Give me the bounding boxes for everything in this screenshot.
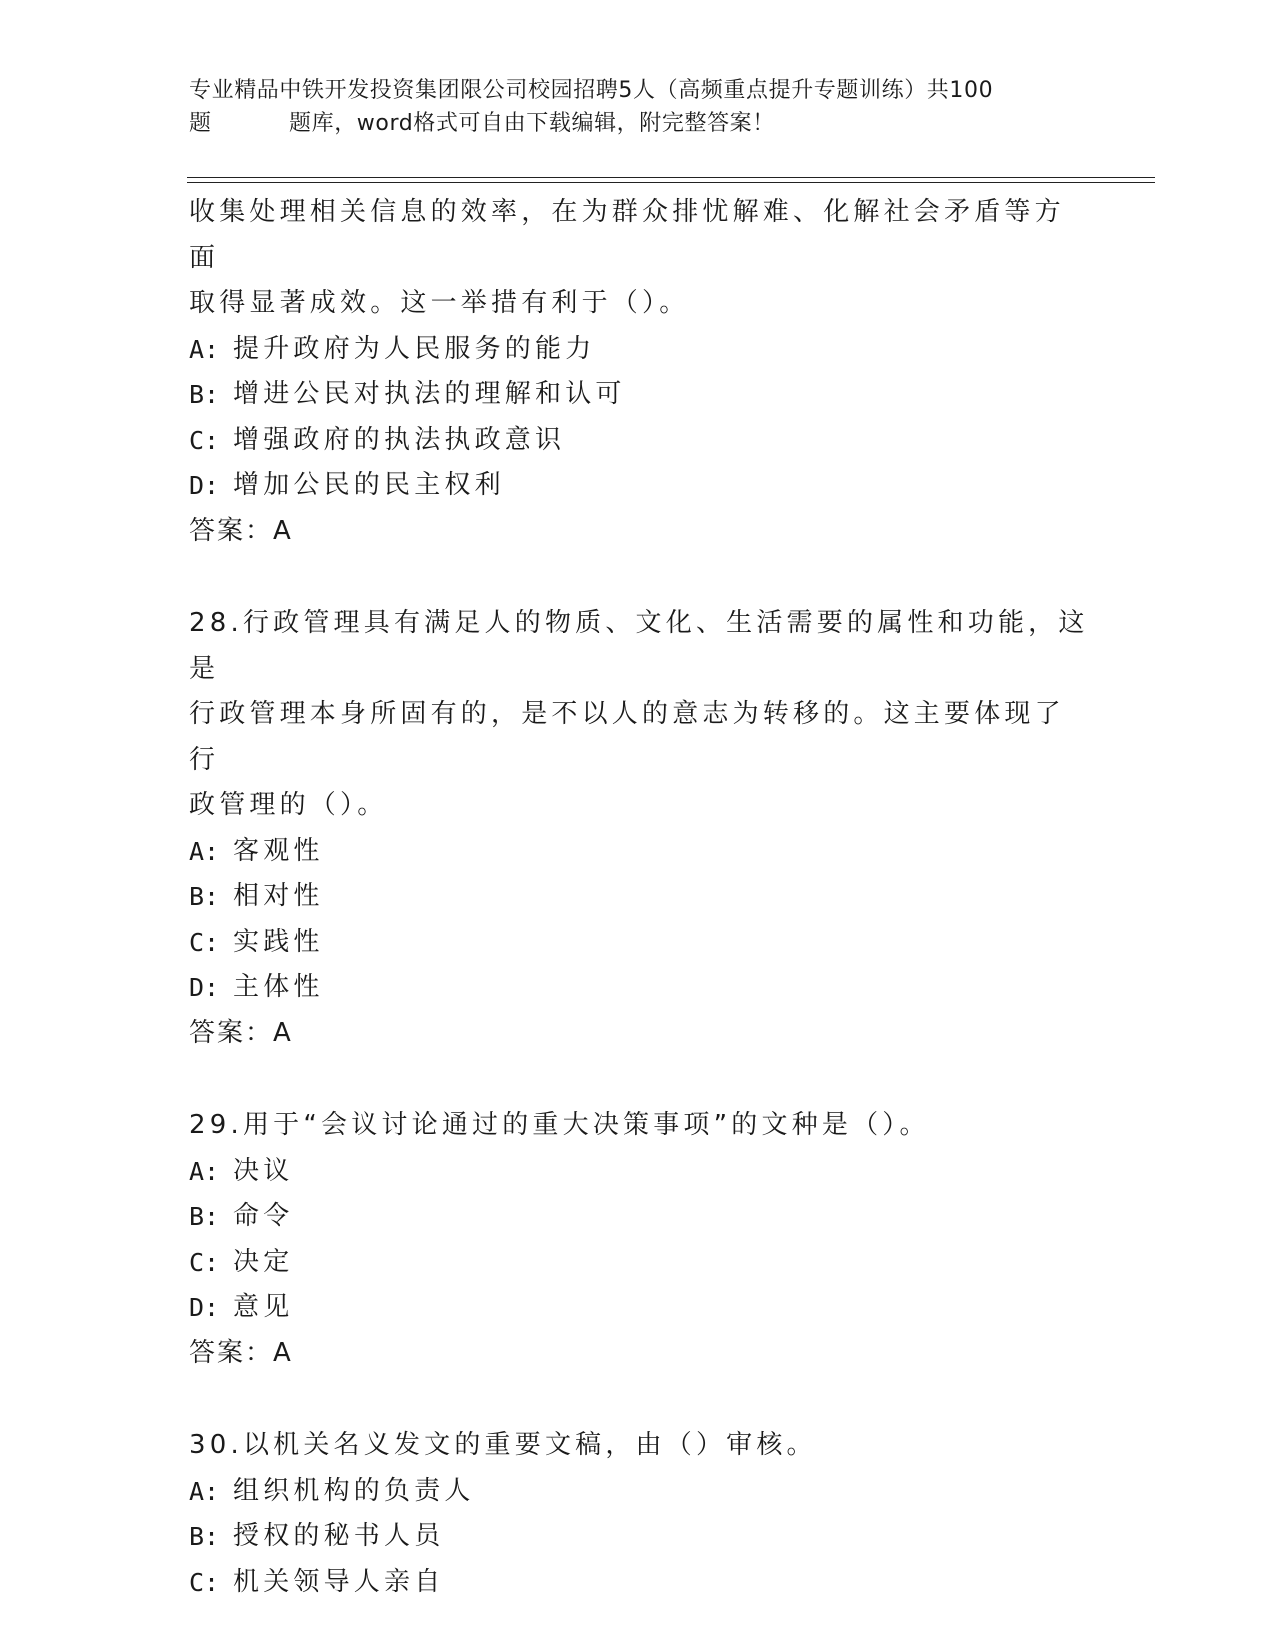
option-text: 意见 (233, 1292, 294, 1322)
question-text-line: 收集处理相关信息的效率，在为群众排忧解难、化解社会矛盾等方面 (189, 197, 1065, 273)
option-text: 相对性 (233, 881, 324, 911)
option-text: 主体性 (233, 972, 324, 1002)
option-b (189, 1514, 1089, 1560)
option-letter: A: (189, 1156, 220, 1186)
option-letter: B: (189, 380, 220, 409)
question-text-line: 28.行政管理具有满足人的物质、文化、生活需要的属性和功能，这是 (189, 608, 1089, 684)
option-letter: A: (189, 1476, 220, 1506)
question-text-line: 政管理的（）。 (189, 790, 388, 820)
option-letter: B: (189, 882, 220, 911)
option-a (189, 829, 1089, 875)
question-continuation (189, 190, 1089, 554)
option-text: 决定 (233, 1246, 294, 1277)
question-spacer (189, 1376, 1089, 1423)
option-text: 组织机构的负责人 (233, 1475, 475, 1506)
question-30 (189, 1423, 1089, 1605)
question-text-line: 30.以机关名义发文的重要文稿，由（）审核。 (189, 1430, 817, 1460)
question-text-line: 取得显著成效。这一举措有利于（）。 (189, 288, 690, 318)
page-header (189, 74, 1089, 140)
question-spacer (189, 554, 1089, 601)
question-29 (189, 1103, 1089, 1376)
answer-line: 答案：A (189, 515, 293, 546)
option-letter: C: (189, 1247, 220, 1277)
option-d (189, 463, 1089, 509)
option-b (189, 874, 1089, 920)
option-c (189, 1560, 1089, 1606)
option-c (189, 1240, 1089, 1286)
option-text: 客观性 (233, 835, 324, 866)
option-text: 机关领导人亲自 (233, 1566, 445, 1597)
option-letter: D: (189, 471, 220, 500)
option-text: 增强政府的执法执政意识 (233, 424, 566, 455)
option-text: 提升政府为人民服务的能力 (233, 333, 596, 364)
question-spacer (189, 1056, 1089, 1103)
header-line-2-text: 题库，word格式可自由下载编辑，附完整答案！ (289, 111, 775, 136)
answer-line: 答案：A (189, 1337, 293, 1368)
option-text: 实践性 (233, 926, 324, 957)
option-a (189, 1149, 1089, 1195)
header-line-1: 专业精品中铁开发投资集团限公司校园招聘5人（高频重点提升专题训练）共100 (189, 78, 994, 103)
option-letter: D: (189, 1293, 220, 1322)
option-b (189, 372, 1089, 418)
question-text-line: 29.用于“会议讨论通过的重大决策事项”的文种是（）。 (189, 1110, 930, 1140)
option-text: 增加公民的民主权利 (233, 470, 505, 500)
header-rule-top (187, 177, 1155, 178)
answer-line: 答案：A (189, 1017, 293, 1048)
option-letter: C: (189, 425, 220, 455)
option-b (189, 1194, 1089, 1240)
header-line-2-prefix: 题 (189, 111, 212, 136)
document-body (189, 190, 1089, 1605)
header-line-2 (189, 107, 1089, 140)
option-letter: A: (189, 334, 220, 364)
option-c (189, 920, 1089, 966)
option-a (189, 1469, 1089, 1515)
question-28 (189, 601, 1089, 1056)
option-text: 决议 (233, 1155, 294, 1186)
option-letter: A: (189, 836, 220, 866)
option-text: 增进公民对执法的理解和认可 (233, 379, 626, 409)
header-rule-bottom (187, 182, 1155, 183)
option-letter: C: (189, 1567, 220, 1597)
option-a (189, 327, 1089, 373)
option-text: 授权的秘书人员 (233, 1521, 445, 1551)
question-text-line: 行政管理本身所固有的，是不以人的意志为转移的。这主要体现了行 (189, 699, 1065, 775)
option-d (189, 1285, 1089, 1331)
option-letter: C: (189, 927, 220, 957)
option-d (189, 965, 1089, 1011)
option-c (189, 418, 1089, 464)
option-letter: B: (189, 1522, 220, 1551)
option-letter: B: (189, 1202, 220, 1231)
option-letter: D: (189, 973, 220, 1002)
option-text: 命令 (233, 1201, 294, 1231)
